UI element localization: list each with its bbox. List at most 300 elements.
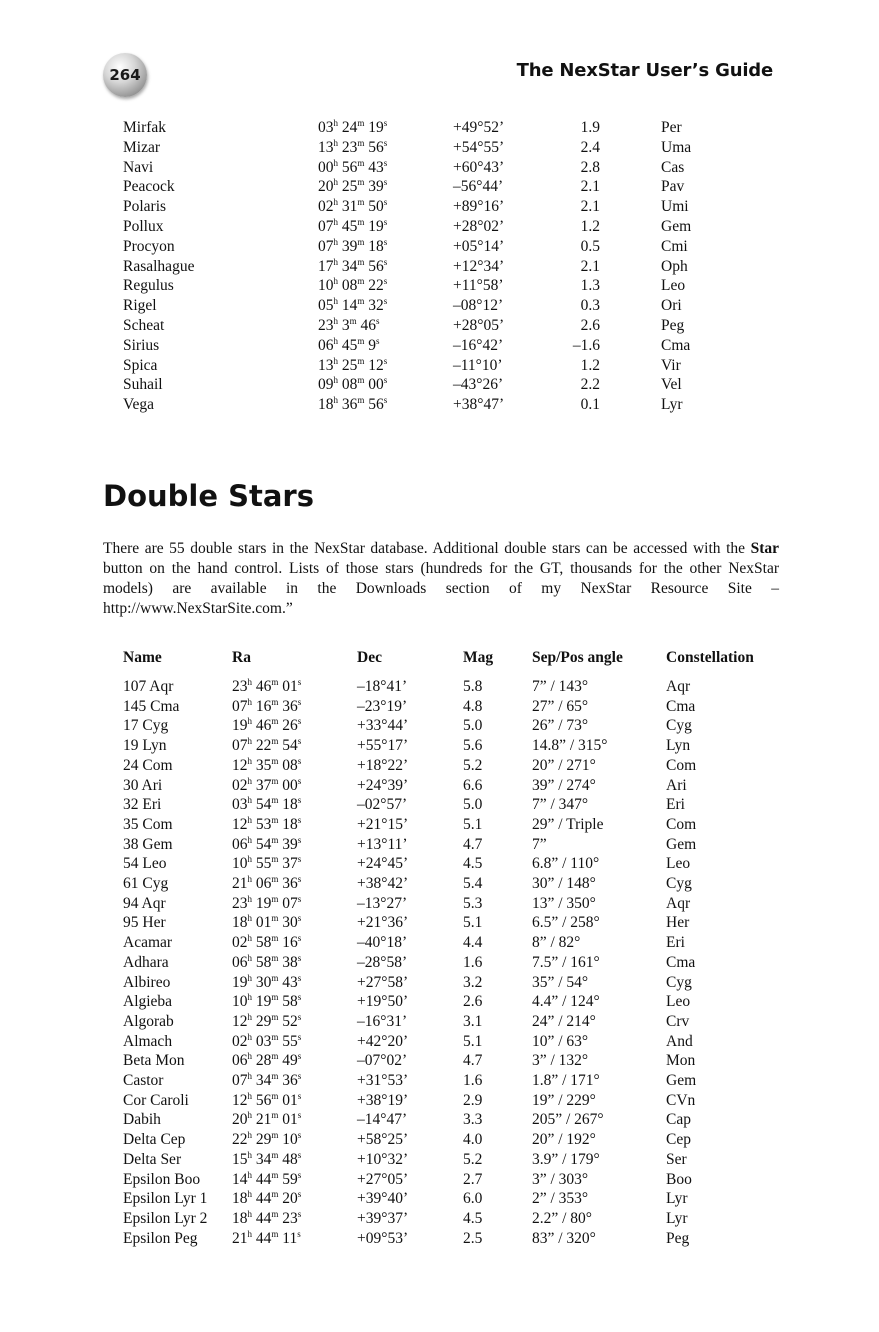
table-row bbox=[0, 756, 879, 776]
cell-mag: 2.5 bbox=[463, 1229, 483, 1247]
table-row bbox=[0, 1150, 879, 1170]
cell-constellation: Cap bbox=[666, 1111, 691, 1129]
ra-unit-s: s bbox=[383, 256, 388, 267]
ra-unit-s: s bbox=[297, 1149, 302, 1160]
ra-unit-s: s bbox=[297, 854, 302, 865]
cell-constellation: Cyg bbox=[666, 875, 692, 892]
cell-constellation: Lyr bbox=[666, 1209, 688, 1227]
cell-dec: +38°19’ bbox=[357, 1091, 409, 1109]
table-row bbox=[0, 992, 879, 1012]
cell-constellation: Leo bbox=[661, 277, 686, 295]
cell-dec: +42°20’ bbox=[357, 1032, 409, 1050]
cell-ra: 07$^h$ 34$^m$ 36$^s$ bbox=[232, 1071, 302, 1089]
table-row bbox=[0, 375, 879, 395]
cell-sep-pos-angle: 83” / 320° bbox=[532, 1229, 596, 1247]
cell-name: Polaris bbox=[123, 198, 167, 216]
cell-mag: 2.1 bbox=[580, 178, 600, 196]
ra-unit-m: m bbox=[357, 118, 365, 128]
cell-sep-pos-angle: 8” / 82° bbox=[532, 934, 581, 952]
cell-constellation: Cas bbox=[661, 158, 685, 176]
cell-ra: 10$^h$ 08$^m$ 22$^s$ bbox=[318, 276, 388, 295]
cell-sep-pos-angle: 39” / 274° bbox=[532, 776, 596, 794]
ra-unit-h: h bbox=[247, 1071, 252, 1081]
ra-unit-h: h bbox=[247, 1169, 252, 1180]
ra-unit-h: h bbox=[333, 316, 338, 326]
table-row bbox=[0, 177, 879, 197]
cell-mag: 2.6 bbox=[580, 317, 600, 334]
cell-mag: 5.0 bbox=[463, 717, 483, 735]
table-row bbox=[0, 815, 879, 835]
cell-name: Vega bbox=[123, 396, 154, 414]
cell-dec: –28°58’ bbox=[357, 953, 408, 971]
table-row bbox=[0, 736, 879, 756]
ra-unit-s: s bbox=[297, 1228, 301, 1239]
cell-mag: 5.3 bbox=[463, 894, 483, 912]
ra-unit-m: m bbox=[357, 375, 365, 386]
cell-ra: 19$^h$ 30$^m$ 43$^s$ bbox=[232, 972, 302, 991]
ra-unit-m: m bbox=[271, 1208, 279, 1219]
cell-ra: 20$^h$ 21$^m$ 01$^s$ bbox=[232, 1110, 302, 1129]
cell-constellation: Cma bbox=[666, 953, 696, 971]
cell-name: Suhail bbox=[123, 376, 163, 394]
cell-constellation: Leo bbox=[666, 855, 691, 873]
cell-mag: 2.6 bbox=[463, 993, 483, 1011]
ra-unit-s: s bbox=[297, 1011, 302, 1022]
cell-constellation: Eri bbox=[666, 796, 685, 814]
ra-unit-m: m bbox=[271, 1110, 279, 1121]
cell-mag: 0.1 bbox=[580, 396, 600, 414]
ra-unit-s: s bbox=[297, 1071, 302, 1081]
cell-name: 30 Ari bbox=[123, 776, 163, 794]
cell-ra: 10$^h$ 55$^m$ 37$^s$ bbox=[232, 854, 302, 873]
cell-mag: 1.3 bbox=[580, 277, 600, 295]
cell-ra: 06$^h$ 28$^m$ 49$^s$ bbox=[232, 1051, 302, 1070]
cell-ra: 18$^h$ 01$^m$ 30$^s$ bbox=[232, 913, 302, 932]
cell-dec: +21°15’ bbox=[357, 815, 409, 833]
cell-sep-pos-angle: 2.2” / 80° bbox=[532, 1209, 593, 1227]
cell-mag: 0.5 bbox=[580, 237, 600, 255]
cell-name: 32 Eri bbox=[123, 796, 162, 814]
cell-mag: 2.1 bbox=[580, 198, 600, 216]
cell-constellation: Lyr bbox=[661, 396, 683, 414]
cell-dec: +27°58’ bbox=[357, 973, 409, 991]
cell-dec: +55°17’ bbox=[357, 737, 409, 755]
table-row bbox=[0, 1229, 879, 1249]
cell-dec: –16°42’ bbox=[453, 336, 504, 354]
ra-unit-m: m bbox=[357, 296, 365, 307]
ra-unit-m: m bbox=[357, 276, 365, 287]
cell-dec: +38°47’ bbox=[453, 396, 505, 414]
ra-unit-m: m bbox=[271, 933, 279, 944]
cell-ra: 18$^h$ 36$^m$ 56$^s$ bbox=[318, 395, 388, 414]
header-sep-pos-angle: Sep/Pos angle bbox=[532, 649, 623, 666]
cell-name: Delta Ser bbox=[123, 1150, 182, 1168]
ra-unit-m: m bbox=[271, 736, 279, 747]
cell-mag: 1.6 bbox=[463, 1072, 483, 1089]
ra-unit-s: s bbox=[383, 355, 388, 366]
cell-constellation: Umi bbox=[661, 198, 689, 216]
ra-unit-s: s bbox=[297, 1169, 302, 1180]
ra-unit-h: h bbox=[333, 236, 338, 247]
table-row bbox=[0, 953, 879, 973]
cell-constellation: And bbox=[666, 1032, 693, 1050]
ra-unit-m: m bbox=[271, 814, 279, 825]
cell-constellation: Ser bbox=[666, 1150, 687, 1168]
cell-mag: 4.8 bbox=[463, 697, 483, 715]
cell-name: 94 Aqr bbox=[123, 894, 166, 912]
double-stars-header-row bbox=[0, 648, 879, 668]
ra-unit-h: h bbox=[247, 677, 252, 687]
cell-ra: 02$^h$ 37$^m$ 00$^s$ bbox=[232, 775, 302, 794]
cell-mag: –1.6 bbox=[572, 336, 600, 354]
ra-unit-h: h bbox=[247, 1031, 252, 1042]
cell-name: Almach bbox=[123, 1032, 173, 1050]
intro-paragraph bbox=[103, 539, 779, 619]
ra-unit-h: h bbox=[247, 736, 252, 747]
ra-unit-s: s bbox=[297, 736, 302, 747]
section-title: Double Stars bbox=[103, 479, 314, 513]
table-row bbox=[0, 874, 879, 894]
cell-mag: 2.7 bbox=[463, 1170, 483, 1188]
cell-name: Cor Caroli bbox=[123, 1091, 189, 1109]
cell-constellation: Peg bbox=[661, 317, 685, 334]
ra-unit-m: m bbox=[357, 197, 365, 208]
cell-sep-pos-angle: 26” / 73° bbox=[532, 717, 589, 735]
cell-dec: +27°05’ bbox=[357, 1170, 409, 1188]
header-dec: Dec bbox=[357, 649, 382, 666]
ra-unit-m: m bbox=[357, 256, 365, 267]
cell-dec: +19°50’ bbox=[357, 993, 409, 1011]
cell-dec: +39°40’ bbox=[357, 1190, 409, 1208]
ra-unit-h: h bbox=[333, 197, 338, 208]
table-row bbox=[0, 716, 879, 736]
cell-name: Mirfak bbox=[123, 119, 167, 136]
table-row bbox=[0, 237, 879, 257]
cell-ra: 19$^h$ 46$^m$ 26$^s$ bbox=[232, 716, 302, 735]
cell-ra: 07$^h$ 45$^m$ 19$^s$ bbox=[318, 217, 388, 235]
ra-unit-m: m bbox=[271, 1189, 279, 1200]
ra-unit-s: s bbox=[297, 952, 302, 963]
cell-sep-pos-angle: 13” / 350° bbox=[532, 894, 596, 912]
cell-ra: 00$^h$ 56$^m$ 43$^s$ bbox=[318, 157, 388, 176]
ra-unit-s: s bbox=[383, 177, 388, 188]
cell-name: Procyon bbox=[123, 237, 175, 255]
header-mag: Mag bbox=[463, 649, 494, 666]
cell-constellation: Com bbox=[666, 756, 697, 774]
cell-mag: 1.2 bbox=[580, 218, 600, 235]
cell-name: Scheat bbox=[123, 317, 165, 334]
ra-unit-h: h bbox=[247, 795, 252, 806]
cell-ra: 02$^h$ 03$^m$ 55$^s$ bbox=[232, 1031, 302, 1050]
cell-dec: +11°58’ bbox=[453, 277, 504, 295]
header-constellation: Constellation bbox=[666, 649, 754, 666]
ra-unit-s: s bbox=[297, 696, 302, 707]
table-row bbox=[0, 217, 879, 237]
cell-name: 24 Com bbox=[123, 756, 173, 774]
cell-mag: 4.7 bbox=[463, 835, 483, 853]
table-row bbox=[0, 894, 879, 914]
cell-name: Navi bbox=[123, 158, 154, 176]
ra-unit-h: h bbox=[333, 137, 338, 148]
ra-unit-m: m bbox=[271, 795, 279, 806]
ra-unit-h: h bbox=[333, 355, 338, 366]
cell-ra: 02$^h$ 58$^m$ 16$^s$ bbox=[232, 933, 302, 952]
ra-unit-s: s bbox=[297, 775, 302, 786]
ra-unit-h: h bbox=[333, 335, 338, 346]
cell-dec: +10°32’ bbox=[357, 1150, 409, 1168]
cell-constellation: Uma bbox=[661, 138, 692, 156]
ra-unit-h: h bbox=[247, 913, 252, 924]
table-row bbox=[0, 1091, 879, 1111]
ra-unit-s: s bbox=[297, 755, 302, 766]
table-row bbox=[0, 913, 879, 933]
cell-ra: 05$^h$ 14$^m$ 32$^s$ bbox=[318, 296, 388, 315]
cell-name: 145 Cma bbox=[123, 697, 180, 715]
cell-constellation: Com bbox=[666, 815, 697, 833]
cell-sep-pos-angle: 24” / 214° bbox=[532, 1012, 596, 1030]
cell-name: Sirius bbox=[123, 336, 160, 354]
ra-unit-m: m bbox=[357, 395, 365, 406]
ra-unit-m: m bbox=[271, 1090, 279, 1101]
cell-name: Mizar bbox=[123, 138, 161, 156]
cell-constellation: Cmi bbox=[661, 237, 688, 255]
table-row bbox=[0, 697, 879, 717]
cell-dec: +28°02’ bbox=[453, 218, 505, 235]
cell-name: Rasalhague bbox=[123, 257, 195, 275]
cell-sep-pos-angle: 20” / 271° bbox=[532, 756, 596, 774]
cell-dec: –43°26’ bbox=[453, 376, 504, 394]
ra-unit-h: h bbox=[247, 775, 252, 786]
ra-unit-s: s bbox=[383, 236, 388, 247]
cell-constellation: Boo bbox=[666, 1170, 692, 1188]
ra-unit-h: h bbox=[247, 696, 252, 707]
cell-name: 17 Cyg bbox=[123, 717, 169, 735]
cell-constellation: Gem bbox=[666, 1072, 697, 1089]
cell-mag: 5.1 bbox=[463, 914, 483, 932]
ra-unit-m: m bbox=[271, 1051, 279, 1062]
cell-constellation: Peg bbox=[666, 1229, 690, 1247]
cell-ra: 21$^h$ 06$^m$ 36$^s$ bbox=[232, 874, 302, 892]
cell-mag: 5.2 bbox=[463, 756, 483, 774]
cell-name: 95 Her bbox=[123, 914, 166, 932]
cell-name: Adhara bbox=[123, 953, 169, 971]
cell-sep-pos-angle: 2” / 353° bbox=[532, 1190, 589, 1208]
ra-unit-s: s bbox=[383, 197, 388, 208]
cell-name: 54 Leo bbox=[123, 855, 167, 873]
cell-mag: 2.1 bbox=[580, 257, 600, 275]
ra-unit-m: m bbox=[271, 834, 279, 845]
cell-ra: 14$^h$ 44$^m$ 59$^s$ bbox=[232, 1169, 302, 1188]
cell-sep-pos-angle: 10” / 63° bbox=[532, 1032, 589, 1050]
ra-unit-h: h bbox=[247, 893, 252, 904]
cell-mag: 5.2 bbox=[463, 1150, 483, 1168]
ra-unit-s: s bbox=[297, 795, 302, 806]
cell-ra: 12$^h$ 53$^m$ 18$^s$ bbox=[232, 814, 302, 833]
cell-sep-pos-angle: 27” / 65° bbox=[532, 697, 589, 715]
cell-sep-pos-angle: 7” bbox=[532, 835, 547, 853]
cell-name: Epsilon Lyr 2 bbox=[123, 1209, 208, 1227]
cell-constellation: Vir bbox=[661, 356, 681, 374]
cell-mag: 1.9 bbox=[580, 119, 600, 136]
ra-unit-s: s bbox=[297, 874, 302, 884]
cell-dec: +13°11’ bbox=[357, 835, 408, 853]
cell-dec: +21°36’ bbox=[357, 914, 409, 932]
cell-constellation: Cyg bbox=[666, 717, 692, 735]
cell-dec: +58°25’ bbox=[357, 1131, 409, 1149]
cell-sep-pos-angle: 7.5” / 161° bbox=[532, 953, 600, 971]
ra-unit-h: h bbox=[333, 276, 338, 287]
cell-sep-pos-angle: 3.9” / 179° bbox=[532, 1150, 600, 1168]
ra-unit-h: h bbox=[247, 1189, 252, 1200]
ra-unit-h: h bbox=[333, 118, 338, 128]
cell-dec: –23°19’ bbox=[357, 697, 408, 715]
page-number: 264 bbox=[109, 66, 141, 84]
cell-dec: +89°16’ bbox=[453, 198, 505, 216]
cell-ra: 23$^h$ 19$^m$ 07$^s$ bbox=[232, 893, 302, 912]
cell-dec: +24°45’ bbox=[357, 855, 409, 873]
cell-mag: 1.2 bbox=[580, 356, 600, 374]
cell-dec: +12°34’ bbox=[453, 257, 505, 275]
cell-constellation: Crv bbox=[666, 1012, 690, 1030]
cell-name: Spica bbox=[123, 356, 158, 374]
cell-name: Peacock bbox=[123, 178, 175, 196]
cell-mag: 4.5 bbox=[463, 855, 483, 873]
ra-unit-m: m bbox=[271, 874, 279, 884]
ra-unit-s: s bbox=[297, 1208, 302, 1219]
ra-unit-h: h bbox=[247, 972, 252, 983]
cell-sep-pos-angle: 1.8” / 171° bbox=[532, 1072, 600, 1089]
ra-unit-s: s bbox=[297, 677, 302, 687]
cell-ra: 18$^h$ 44$^m$ 23$^s$ bbox=[232, 1208, 302, 1227]
ra-unit-s: s bbox=[383, 296, 388, 307]
ra-unit-s: s bbox=[297, 716, 302, 727]
cell-sep-pos-angle: 3” / 303° bbox=[532, 1170, 589, 1188]
cell-name: 19 Lyn bbox=[123, 737, 167, 755]
cell-mag: 5.4 bbox=[463, 875, 483, 892]
cell-sep-pos-angle: 30” / 148° bbox=[532, 875, 596, 892]
intro-text-end: button on the hand control. Lists of those stars (hundreds for the GT, thousands for the other NexStar models) are available in the Downloads section of my NexStar Resource Site – http://www.NexStarSite.com.” bbox=[103, 560, 779, 617]
cell-dec: –11°10’ bbox=[453, 356, 503, 374]
table-row bbox=[0, 336, 879, 356]
ra-unit-h: h bbox=[247, 1228, 252, 1239]
cell-name: Albireo bbox=[123, 973, 171, 991]
cell-ra: 21$^h$ 44$^m$ 11$^s$ bbox=[232, 1228, 301, 1247]
cell-name: Regulus bbox=[123, 277, 174, 295]
ra-unit-h: h bbox=[333, 395, 338, 406]
cell-ra: 07$^h$ 22$^m$ 54$^s$ bbox=[232, 736, 302, 755]
cell-ra: 06$^h$ 54$^m$ 39$^s$ bbox=[232, 834, 302, 853]
cell-sep-pos-angle: 205” / 267° bbox=[532, 1111, 604, 1129]
table-row bbox=[0, 356, 879, 376]
cell-constellation: Vel bbox=[661, 376, 682, 394]
cell-mag: 2.9 bbox=[463, 1091, 483, 1109]
ra-unit-h: h bbox=[247, 814, 252, 825]
cell-mag: 2.8 bbox=[580, 158, 600, 176]
table-row bbox=[0, 118, 879, 138]
ra-unit-m: m bbox=[271, 972, 279, 983]
cell-sep-pos-angle: 4.4” / 124° bbox=[532, 993, 600, 1011]
cell-dec: –56°44’ bbox=[453, 178, 504, 196]
cell-dec: +33°44’ bbox=[357, 717, 409, 735]
ra-unit-s: s bbox=[383, 137, 388, 148]
intro-text-start: There are 55 double stars in the NexStar database. Additional double stars can be accessed with the bbox=[103, 540, 751, 557]
ra-unit-s: s bbox=[297, 1031, 302, 1042]
cell-sep-pos-angle: 7” / 143° bbox=[532, 678, 589, 695]
cell-ra: 23$^h$ 3$^m$ 46$^s$ bbox=[318, 316, 380, 334]
table-row bbox=[0, 138, 879, 158]
cell-constellation: Oph bbox=[661, 257, 688, 275]
cell-ra: 06$^h$ 45$^m$ 9$^s$ bbox=[318, 335, 380, 354]
cell-name: Dabih bbox=[123, 1111, 161, 1129]
ra-unit-h: h bbox=[247, 1090, 252, 1101]
ra-unit-s: s bbox=[383, 375, 388, 386]
cell-mag: 5.1 bbox=[463, 815, 483, 833]
cell-dec: +54°55’ bbox=[453, 138, 505, 156]
cell-constellation: Aqr bbox=[666, 894, 691, 912]
ra-unit-h: h bbox=[247, 1149, 252, 1160]
ra-unit-m: m bbox=[357, 355, 365, 366]
header-name: Name bbox=[123, 649, 162, 666]
ra-unit-s: s bbox=[297, 933, 302, 944]
intro-star-button-label: Star bbox=[750, 540, 779, 557]
cell-ra: 13$^h$ 25$^m$ 12$^s$ bbox=[318, 355, 388, 374]
cell-constellation: Cma bbox=[666, 697, 696, 715]
cell-ra: 09$^h$ 08$^m$ 00$^s$ bbox=[318, 375, 388, 394]
ra-unit-h: h bbox=[247, 1208, 252, 1219]
cell-dec: +60°43’ bbox=[453, 158, 505, 176]
cell-name: 61 Cyg bbox=[123, 875, 169, 892]
ra-unit-h: h bbox=[333, 256, 338, 267]
ra-unit-h: h bbox=[247, 874, 252, 884]
ra-unit-h: h bbox=[247, 755, 252, 766]
cell-constellation: Gem bbox=[661, 218, 692, 235]
cell-constellation: Lyn bbox=[666, 737, 691, 755]
cell-mag: 4.5 bbox=[463, 1209, 483, 1227]
cell-name: Beta Mon bbox=[123, 1052, 185, 1070]
cell-mag: 5.8 bbox=[463, 678, 483, 695]
cell-constellation: Cma bbox=[661, 336, 691, 354]
cell-name: Rigel bbox=[123, 297, 157, 315]
table-row bbox=[0, 1032, 879, 1052]
ra-unit-s: s bbox=[297, 834, 302, 845]
cell-mag: 5.1 bbox=[463, 1032, 483, 1050]
ra-unit-m: m bbox=[271, 1169, 279, 1180]
cell-constellation: Pav bbox=[661, 178, 685, 196]
cell-ra: 13$^h$ 23$^m$ 56$^s$ bbox=[318, 137, 388, 156]
ra-unit-m: m bbox=[357, 335, 365, 346]
table-row bbox=[0, 854, 879, 874]
ra-unit-s: s bbox=[297, 992, 302, 1003]
cell-constellation: Gem bbox=[666, 835, 697, 853]
table-row bbox=[0, 795, 879, 815]
cell-sep-pos-angle: 19” / 229° bbox=[532, 1091, 596, 1109]
cell-sep-pos-angle: 3” / 132° bbox=[532, 1052, 589, 1070]
cell-ra: 03$^h$ 24$^m$ 19$^s$ bbox=[318, 118, 388, 136]
cell-dec: +05°14’ bbox=[453, 237, 505, 255]
ra-unit-m: m bbox=[271, 1071, 279, 1081]
ra-unit-h: h bbox=[333, 177, 338, 188]
cell-mag: 0.3 bbox=[580, 297, 600, 315]
cell-dec: +38°42’ bbox=[357, 875, 409, 892]
cell-sep-pos-angle: 6.8” / 110° bbox=[532, 855, 600, 873]
ra-unit-s: s bbox=[297, 913, 302, 924]
ra-unit-m: m bbox=[271, 913, 279, 924]
cell-dec: –02°57’ bbox=[357, 796, 408, 814]
cell-name: Epsilon Boo bbox=[123, 1170, 201, 1188]
ra-unit-h: h bbox=[247, 1130, 252, 1141]
ra-unit-s: s bbox=[383, 276, 388, 287]
cell-dec: +09°53’ bbox=[357, 1229, 409, 1247]
